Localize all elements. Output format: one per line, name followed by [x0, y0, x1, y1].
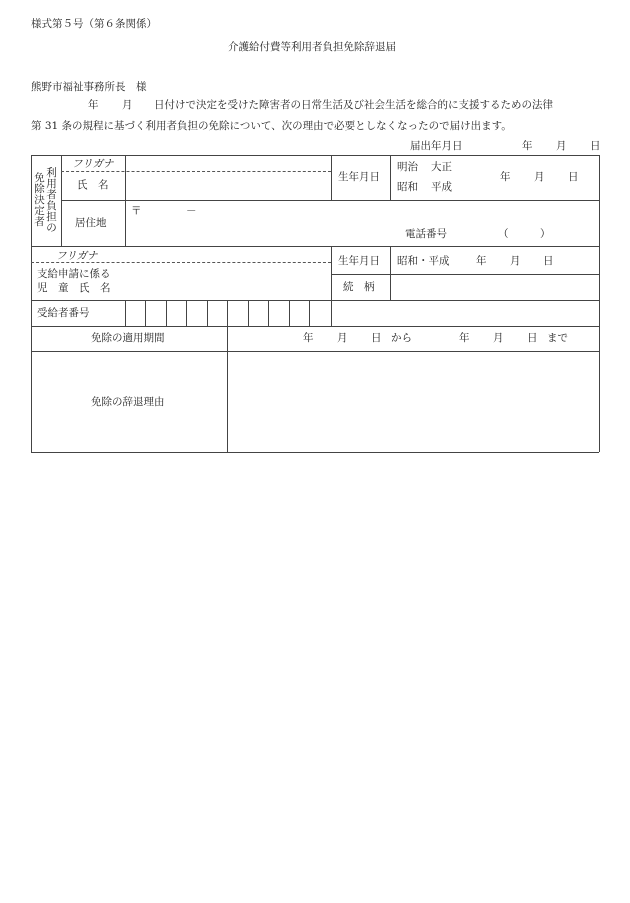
postal-mark: 〒	[131, 205, 142, 217]
postal-dash: －	[186, 205, 197, 217]
applicant-birth-day: 日	[568, 171, 579, 183]
period-from-suffix: から	[391, 332, 412, 344]
period-from-year: 年	[303, 332, 314, 344]
applicant-era-taisho: 大正	[431, 161, 452, 173]
applicant-birthdate-label: 生年月日	[338, 171, 380, 183]
applicant-era-heisei: 平成	[431, 181, 452, 193]
applicant-address-label: 居住地	[75, 217, 107, 229]
decision-month-label: 月	[122, 99, 133, 111]
recipient-number-label: 受給者番号	[37, 307, 90, 319]
applicant-section-label-col1: 免除決定者	[34, 172, 45, 228]
submission-month: 月	[556, 140, 567, 152]
period-from-day: 日	[371, 332, 382, 344]
applicant-birth-month: 月	[534, 171, 545, 183]
child-birth-day: 日	[543, 255, 554, 267]
submission-year: 年	[522, 140, 533, 152]
applicant-furigana-label: フリガナ	[72, 158, 114, 170]
decision-year-label: 年	[88, 99, 99, 111]
applicant-section-label-col2: 利用者負担の	[46, 167, 57, 234]
child-birth-year: 年	[476, 255, 487, 267]
child-birthdate-label: 生年月日	[338, 255, 380, 267]
period-to-suffix: まで	[547, 332, 568, 344]
decision-statement-line1: 日付けで決定を受けた障害者の日常生活及び社会生活を総合的に支援するための法律	[154, 99, 553, 111]
submission-date-label: 届出年月日	[410, 140, 463, 152]
child-name-label-line1: 支給申請に係る	[37, 268, 111, 280]
applicant-era-meiji: 明治	[397, 161, 418, 173]
period-to-month: 月	[493, 332, 504, 344]
child-birth-month: 月	[510, 255, 521, 267]
form-title: 介護給付費等利用者負担免除辞退届	[228, 41, 396, 53]
applicant-name-label: 氏 名	[77, 179, 109, 191]
child-furigana-label: フリガナ	[56, 250, 98, 262]
addressee: 熊野市福祉事務所長 様	[31, 81, 147, 93]
submission-day: 日	[590, 140, 601, 152]
child-relation-label: 続 柄	[343, 281, 375, 293]
period-to-year: 年	[459, 332, 470, 344]
child-name-label-line2: 児 童 氏 名	[37, 282, 111, 294]
applicant-era-showa: 昭和	[397, 181, 418, 193]
form-number: 様式第５号（第６条関係）	[31, 18, 157, 30]
withdrawal-reason-label: 免除の辞退理由	[91, 396, 165, 408]
applicant-phone-label: 電話番号	[405, 228, 447, 240]
applicant-phone-parens: （ ）	[498, 228, 551, 240]
period-from-month: 月	[337, 332, 348, 344]
exemption-period-label: 免除の適用期間	[91, 332, 165, 344]
period-to-day: 日	[527, 332, 538, 344]
applicant-birth-year: 年	[500, 171, 511, 183]
decision-statement-line2: 第 31 条の規程に基づく利用者負担の免除について、次の理由で必要としなくなったので届け出ます。	[31, 120, 512, 132]
child-era: 昭和・平成	[397, 255, 450, 267]
